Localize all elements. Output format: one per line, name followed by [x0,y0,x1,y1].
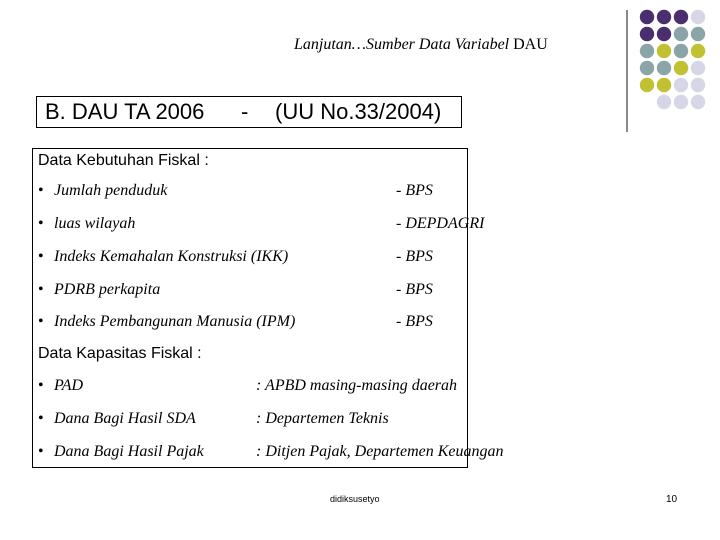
decorative-dot [691,78,705,92]
decorative-dot [640,27,654,41]
decorative-dot [674,95,688,109]
slide-subtitle [294,36,548,54]
item-label: PAD [54,377,84,394]
page-number: 10 [666,494,678,505]
decorative-dot [640,78,654,92]
bullet-icon: • [38,215,44,232]
decorative-dot [640,10,654,24]
decorative-dot [691,61,705,75]
item-source: - BPS [396,248,433,265]
item-source: - BPS [396,313,433,330]
item-label: Jumlah penduduk [54,182,168,199]
title-right: (UU No.33/2004) [275,99,442,124]
item-label: luas wilayah [54,215,136,232]
decorative-dot [691,44,705,58]
item-label: Indeks Kemahalan Konstruksi (IKK) [54,248,289,265]
title-left: B. DAU TA 2006 [45,99,205,124]
kebutuhan-heading: Data Kebutuhan Fiskal : [38,152,209,169]
kapasitas-heading: Data Kapasitas Fiskal : [38,345,202,362]
slide-title-box [36,96,462,128]
decorative-dot [674,78,688,92]
item-label: Dana Bagi Hasil Pajak [54,443,204,460]
item-source: : Departemen Teknis [256,410,389,427]
item-source: - DEPDAGRI [396,215,485,232]
title-dash: - [241,99,249,124]
decorative-dot [691,95,705,109]
decorative-dot [640,44,654,58]
item-label: Indeks Pembangunan Manusia (IPM) [54,313,296,330]
bullet-icon: • [38,377,44,394]
item-label: PDRB perkapita [54,281,161,298]
decorative-dot [657,44,671,58]
item-source: : Ditjen Pajak, Departemen Keuangan [256,443,504,460]
decorative-dot [674,10,688,24]
subtitle-prefix: Lanjutan…Sumber Data Variabel [294,36,510,53]
item-source: - BPS [396,281,433,298]
bullet-icon: • [38,248,44,265]
item-label: Dana Bagi Hasil SDA [54,410,196,427]
decorative-dot [657,10,671,24]
decorative-dot [674,61,688,75]
decorative-dot [691,27,705,41]
footer-author: didiksusetyo [330,494,380,504]
bullet-icon: • [38,281,44,298]
subtitle-suffix: DAU [513,36,548,53]
decorative-dot [674,27,688,41]
bullet-icon: • [38,313,44,330]
item-source: - BPS [396,182,433,199]
item-source: : APBD masing-masing daerah [256,377,458,394]
decorative-vertical-line [626,10,628,132]
decorative-dot [657,61,671,75]
decorative-dot [640,61,654,75]
decorative-dot [657,95,671,109]
bullet-icon: • [38,410,44,427]
decorative-dot [691,10,705,24]
bullet-icon: • [38,443,44,460]
decorative-dot [674,44,688,58]
decorative-dot [657,78,671,92]
decorative-dot [657,27,671,41]
bullet-icon: • [38,182,44,199]
